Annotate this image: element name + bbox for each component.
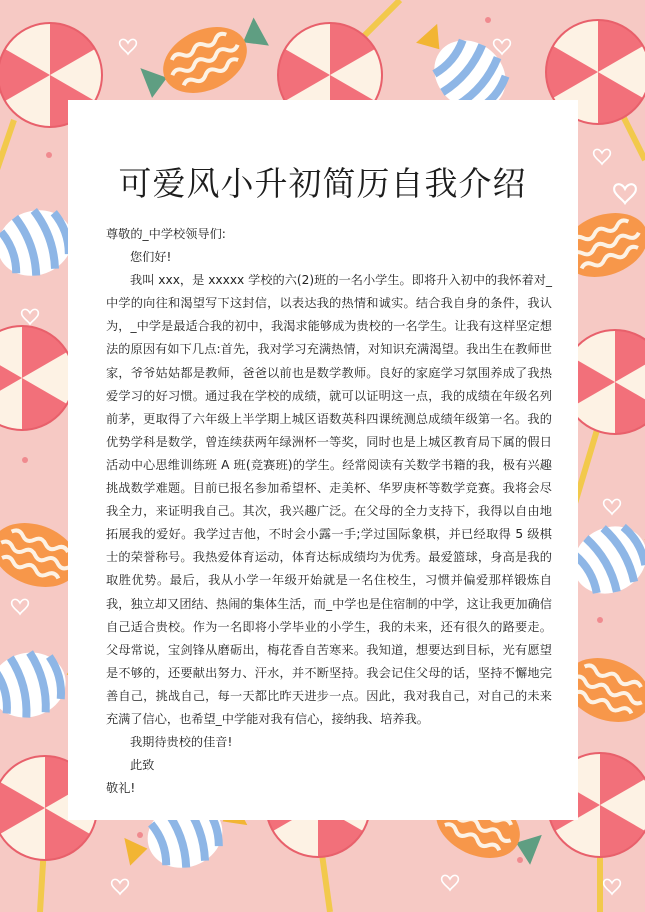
greeting: 您们好! — [130, 250, 172, 265]
page-title: 可爱风小升初简历自我介绍 — [118, 164, 527, 203]
closing-hope: 我期待贵校的佳音! — [130, 735, 233, 750]
candy-icon — [134, 6, 275, 114]
letter-body — [106, 223, 552, 800]
salutation: 尊敬的_中学校领导们: — [106, 227, 226, 241]
closing-ci: 此致 — [130, 758, 155, 773]
body-paragraph: 我叫 xxx，是 xxxxx 学校的六(2)班的一名小学生。即将升入初中的我怀着对_中学的向往和渴望写下这封信，以表达我的热情和诚实。结合我自身的条件，我认为，_中学是最适合我的初中，我渴求能够成为贵校的一名学生。让我有这样坚定想法的原因有如下几点:首先，我对学习充满热情，对知识充满渴望。我出生在教师世家，爷爷姑姑都是教师，爸爸以前也是数学教师。良好的家庭学习氛围养成了我热爱学习的好习惯。通过我在学校的成绩，就可以证明这一点，我的成绩在年级名列前茅，更取得了六年级上半学期上城区语数英科四课统测总成绩年级第一名。我的优势学科是数学，曾连续获两年绿洲杯一等奖，同时也是上城区教育局下属的假日活动中心思维训练班 A 班(竞赛班)的学生。经常阅读有关数学书籍的我，极有兴趣挑战数学难题。目前已报名参加希望杯、走美杯、华罗庚杯等数学竞赛。我将会尽我全力，来证明我自己。其次，我兴趣广泛。在父母的全力支持下，我得以自由地拓展我的爱好。我学过吉他，不时会小露一手;学过国际象棋，并已经取得 5 级棋士的荣誉称号。我热爱体育运动，体育达标成绩均为优秀。最爱篮球，身高是我的取胜优势。最后，我从小学一年级开始就是一名住校生，习惯并偏爱那样锻炼自我，独立却又团结、热闹的集体生活，而_中学也是住宿制的中学，这让我更加确信自己适合贵校。作为一名即将小学毕业的小学生，我的未来，还有很久的路要走。父母常说，宝剑锋从磨砺出，梅花香自苦寒来。我知道，想要达到目标，光有愿望是不够的，还要献出努力、汗水，并不断坚持。我会记住父母的话，坚持不懈地完善自己，挑战自己，每一天都比昨天进步一点。因此，我对我自己，对自己的未来充满了信心，也希望_中学能对我有信心，接纳我、培养我。 — [106, 273, 552, 726]
closing-li: 敬礼! — [106, 781, 136, 796]
